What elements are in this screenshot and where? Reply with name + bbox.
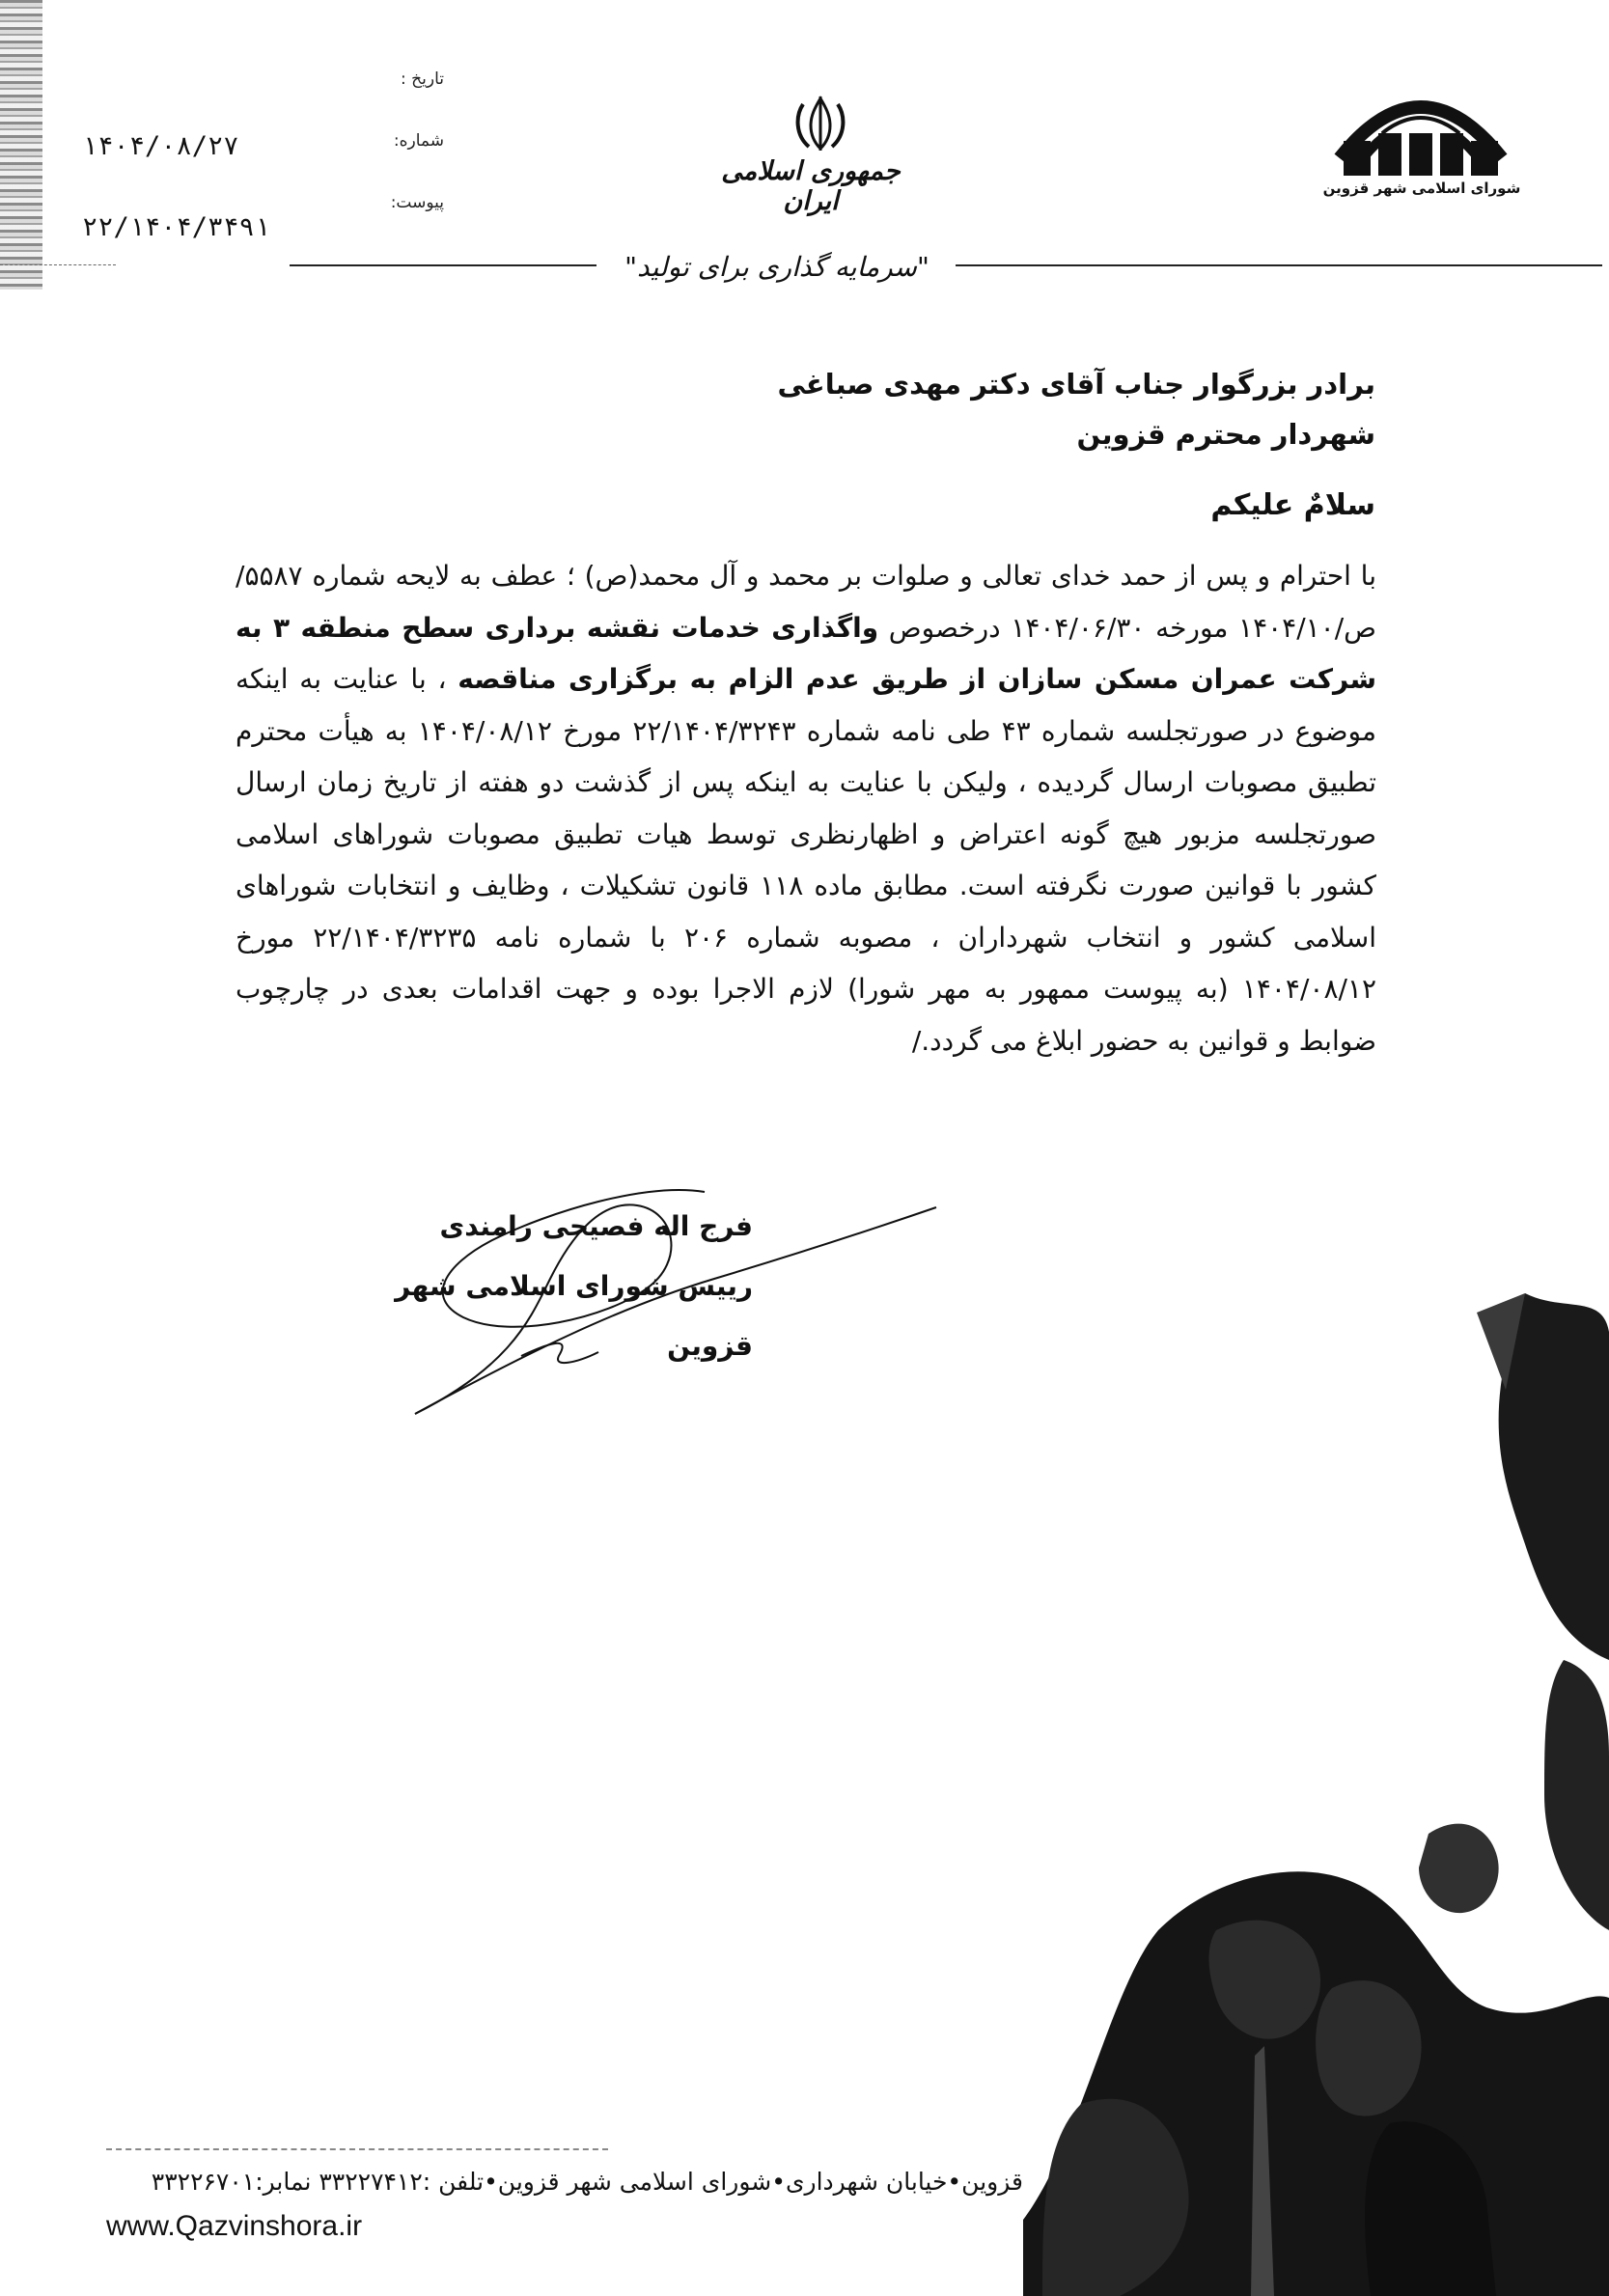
footer-website-link[interactable]: www.Qazvinshora.ir (106, 2210, 363, 2242)
slogan: "سرمایه گذاری برای تولید" (624, 251, 929, 283)
addressee-line-2: شهردار محترم قزوین (1076, 418, 1375, 451)
footer-dashed-rule (106, 2148, 608, 2150)
body-part-1: با احترام و پس از حمد خدای تعالی و صلوات بر محمد و آل محمد(ص) ؛ عطف به لایحه شماره ۵۵۸۷/ص/۱۴۰۴/۱۰ مورخه ۱۴۰۴/۰۶/۳۰ درخصوص (236, 560, 1377, 644)
slogan-rule-left (290, 264, 596, 266)
republic-name: جمهوری اسلامی ایران (721, 156, 901, 216)
date-label: تاریخ : (401, 69, 444, 89)
letter-body (236, 550, 1376, 1066)
slogan-rule-right (956, 264, 1602, 266)
date-value: ۱۴۰۴/۰۸/۲۷ (82, 131, 239, 161)
meta-values (82, 131, 285, 293)
footer-address: قزوین•خیابان شهرداری•شورای اسلامی شهر قزوین•تلفن :۳۳۲۲۷۴۱۲ نمابر:۳۳۲۲۶۷۰۱ (151, 2168, 1023, 2196)
signer-title: رییس شورای اسلامی شهر قزوین (395, 1270, 753, 1362)
attachment-label: پیوست: (390, 193, 444, 212)
body-bold-subject: واگذاری خدمات نقشه برداری سطح منطقه ۳ به شرکت عمران مسکن سازان از طریق عدم الزام به برگزاری مناقصه (236, 611, 1377, 695)
addressee-line-1: برادر بزرگوار جناب آقای دکتر مهدی صباغی (777, 368, 1375, 401)
iran-emblem-icon (790, 93, 851, 154)
addressee-block (676, 359, 1375, 459)
council-logo-icon (1324, 66, 1517, 181)
scan-margin-rule (0, 264, 116, 265)
number-label: شماره: (393, 131, 444, 151)
decorative-figures-image (1023, 1255, 1609, 2296)
council-name: شورای اسلامی شهر قزوین (1322, 180, 1521, 197)
number-value: ۲۲/۱۴۰۴/۳۴۹۱ (82, 212, 271, 242)
signer-name: فرج اله فصیحی رامندی (439, 1210, 753, 1242)
signer-block (367, 1197, 753, 1376)
greeting: سلامٌ علیکم (1210, 488, 1375, 522)
scan-edge-noise (0, 0, 42, 290)
meta-labels (376, 69, 444, 255)
body-part-2: ، با عنایت به اینکه موضوع در صورتجلسه شماره ۴۳ طی نامه شماره ۲۲/۱۴۰۴/۳۲۴۳ مورخ ۱۴۰۴/۰۸/۱۲ به هیأت محترم تطبیق مصوبات ارسال گردیده ، ولیکن با عنایت به اینکه پس از گذشت دو هفته از تاریخ زمان ارسال صورتجلسه مزبور هیچ گونه اعتراض و اظهارنظری توسط هیات تطبیق مصوبات شوراهای اسلامی کشور با قوانین صورت نگرفته است. مطابق ماده ۱۱۸ قانون تشکیلات ، وظایف و انتخابات شوراهای اسلامی کشور و انتخاب شهرداران ، مصوبه شماره ۲۰۶ با شماره نامه ۲۲/۱۴۰۴/۳۲۳۵ مورخ ۱۴۰۴/۰۸/۱۲ (به پیوست ممهور به مهر شورا) لازم الاجرا بوده و جهت اقدامات بعدی در چارچوب ضوابط و قوانین به حضور ابلاغ می گردد./ (236, 663, 1377, 1057)
